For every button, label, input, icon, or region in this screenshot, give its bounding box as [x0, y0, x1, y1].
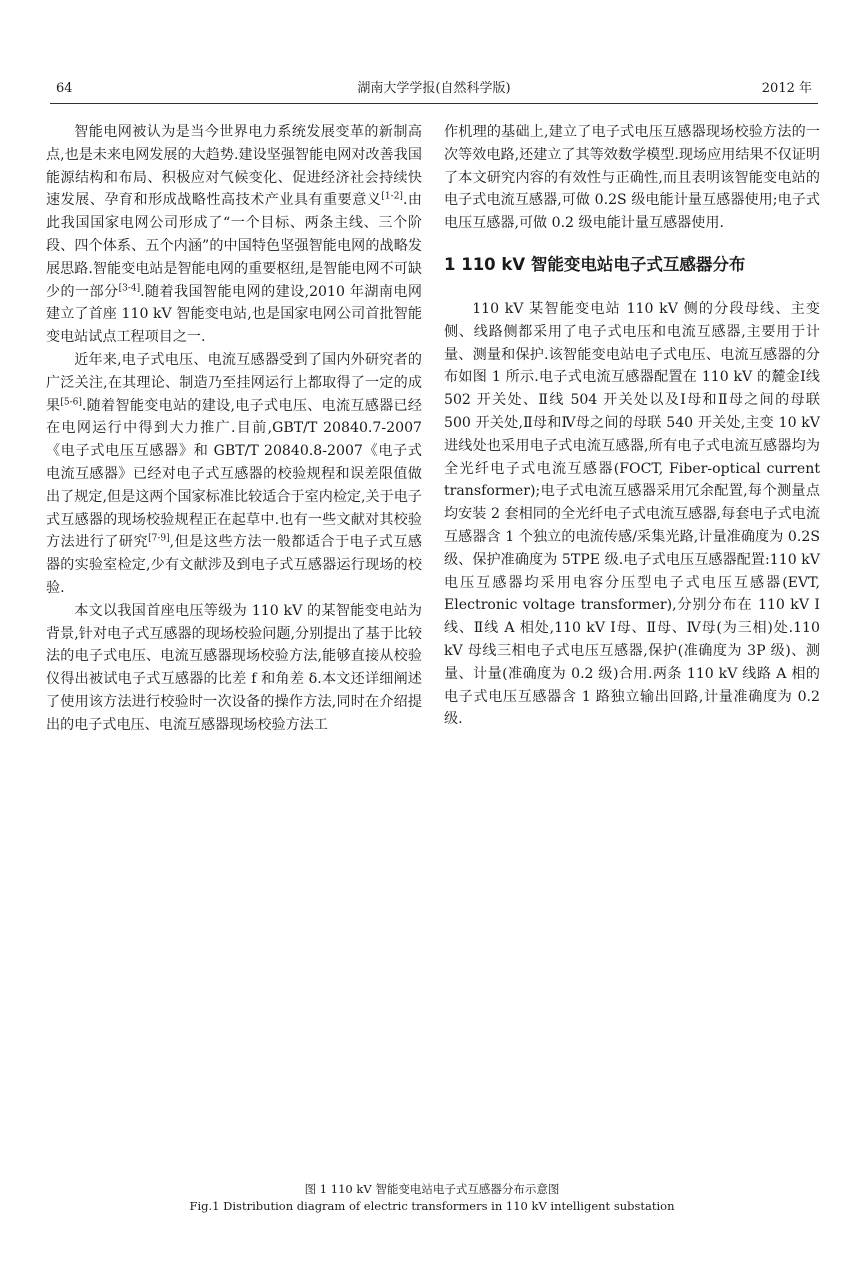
citation-7-9: [7-9]: [148, 533, 170, 544]
section-heading: 1 110 kV 智能变电站电子式互感器分布: [444, 254, 746, 274]
citation-1-2: [1-2]: [381, 191, 403, 202]
figure-caption-chinese: 图 1 110 kV 智能变电站电子式互感器分布示意图: [304, 1182, 560, 1196]
publication-year: 2012 年: [761, 81, 812, 96]
page-number: 64: [56, 81, 73, 96]
paragraph-continued: 作机理的基础上,建立了电子式电压互感器现场校验方法的一次等效电路,还建立了其等效数学模型.现场应用结果不仅证明了本文研究内容的有效性与正确性,而且表明该智能变电站的电子式电流互感器,可做 0.2S 级电能计量互感器使用;电子式电压互感器,可做 0.2 级电能计量互感器使用.: [444, 124, 820, 232]
journal-title: 湖南大学学报(自然科学版): [357, 81, 511, 96]
paragraph-intro-smart-grid: 智能电网被认为是当今世界电力系统发展变革的新制高点,也是未来电网发展的大趋势.建设坚强智能电网对改善我国能源结构和布局、积极应对气候变化、促进经济社会持续快速发展、孕育和形成战略性高技术产业具有重要意义[1-2].由此我国国家电网公司形成了“一个目标、两条主线、三个阶段、四个体系、五个内涵”的中国特色坚强智能电网的战略发展思路.智能变电站是智能电网的重要枢纽,是智能电网不可缺少的一部分[3-4].随着我国智能电网的建设,2010 年湖南电网建立了首座 110 kV 智能变电站,也是国家电网公司首批智能变电站试点工程项目之一.: [46, 124, 423, 346]
citation-3-4: [3-4]: [118, 282, 141, 293]
paragraph-this-paper: 本文以我国首座电压等级为 110 kV 的某智能变电站为背景,针对电子式互感器的现场校验问题,分别提出了基于比较法的电子式电压、电流互感器现场校验方法,能够直接从校验仪得出被试电子式互感器的比差 f 和角差 δ.本文还详细阐述了使用该方法进行校验时一次设备的操作方法,同时在介绍提出的电子式电压、电流互感器现场校验方法工: [46, 602, 422, 733]
left-column: [46, 121, 422, 737]
right-column: [444, 121, 820, 731]
citation-5-6: [5-6]: [60, 396, 82, 407]
paragraph-research-status: 近年来,电子式电压、电流互感器受到了国内外研究者的广泛关注,在其理论、制造乃至挂网运行上都取得了一定的成果[5-6].随着智能变电站的建设,电子式电压、电流互感器已经在电网运行中得到大力推广.目前,GBT/T 20840.7-2007《电子式电压互感器》和 GBT/T 20840.8-2007《电子式电流互感器》已经对电子式互感器的校验规程和误差限值做出了规定,但是这两个国家标准比较适合于室内检定,关于电子式互感器的现场校验规程正在起草中.也有一些文献对其校验方法进行了研究[7-9],但是这些方法一般都适合于电子式互感器的实验室检定,少有文献涉及到电子式互感器运行现场的校验.: [46, 351, 423, 596]
running-header: [50, 79, 818, 104]
paragraph-transformer-distribution: 110 kV 某智能变电站 110 kV 侧的分段母线、主变侧、线路侧都采用了电子式电压和电流互感器,主要用于计量、测量和保护.该智能变电站电子式电压、电流互感器的分布如图 1 所示.电子式电流互感器配置在 110 kV 的麓金Ⅰ线 502 开关处、Ⅱ线 504 开关处以及Ⅰ母和Ⅱ母之间的母联 500 开关处,Ⅱ母和Ⅳ母之间的母联 540 开关处,主变 10 kV 进线处也采用电子式电流互感器,所有电子式电流互感器均为全光纤电子式电流互感器(FOCT, Fiber-optical current transformer);电子式电流互感器采用冗余配置,每个测量点均安装 2 套相同的全光纤电子式电流互感器,每套电子式电流互感器含 1 个独立的电流传感/采集光路,计量准确度为 0.2S 级、保护准确度为 5TPE 级.电子式电压互感器配置:110 kV 电压互感器均采用电容分压型电子式电压互感器(EVT, Electronic voltage transformer),分别分布在 110 kV Ⅰ线、Ⅱ线 A 相处,110 kV Ⅰ母、Ⅱ母、Ⅳ母(为三相)处.110 kV 母线三相电子式电压互感器,保护(准确度为 3P 级)、测量、计量(准确度为 0.2 级)合用.两条 110 kV 线路 A 相的电子式电压互感器含 1 路独立输出回路,计量准确度为 0.2级.: [444, 300, 820, 728]
figure-caption-english: Fig.1 Distribution diagram of electric transformers in 110 kV intelligent substation: [189, 1199, 675, 1213]
